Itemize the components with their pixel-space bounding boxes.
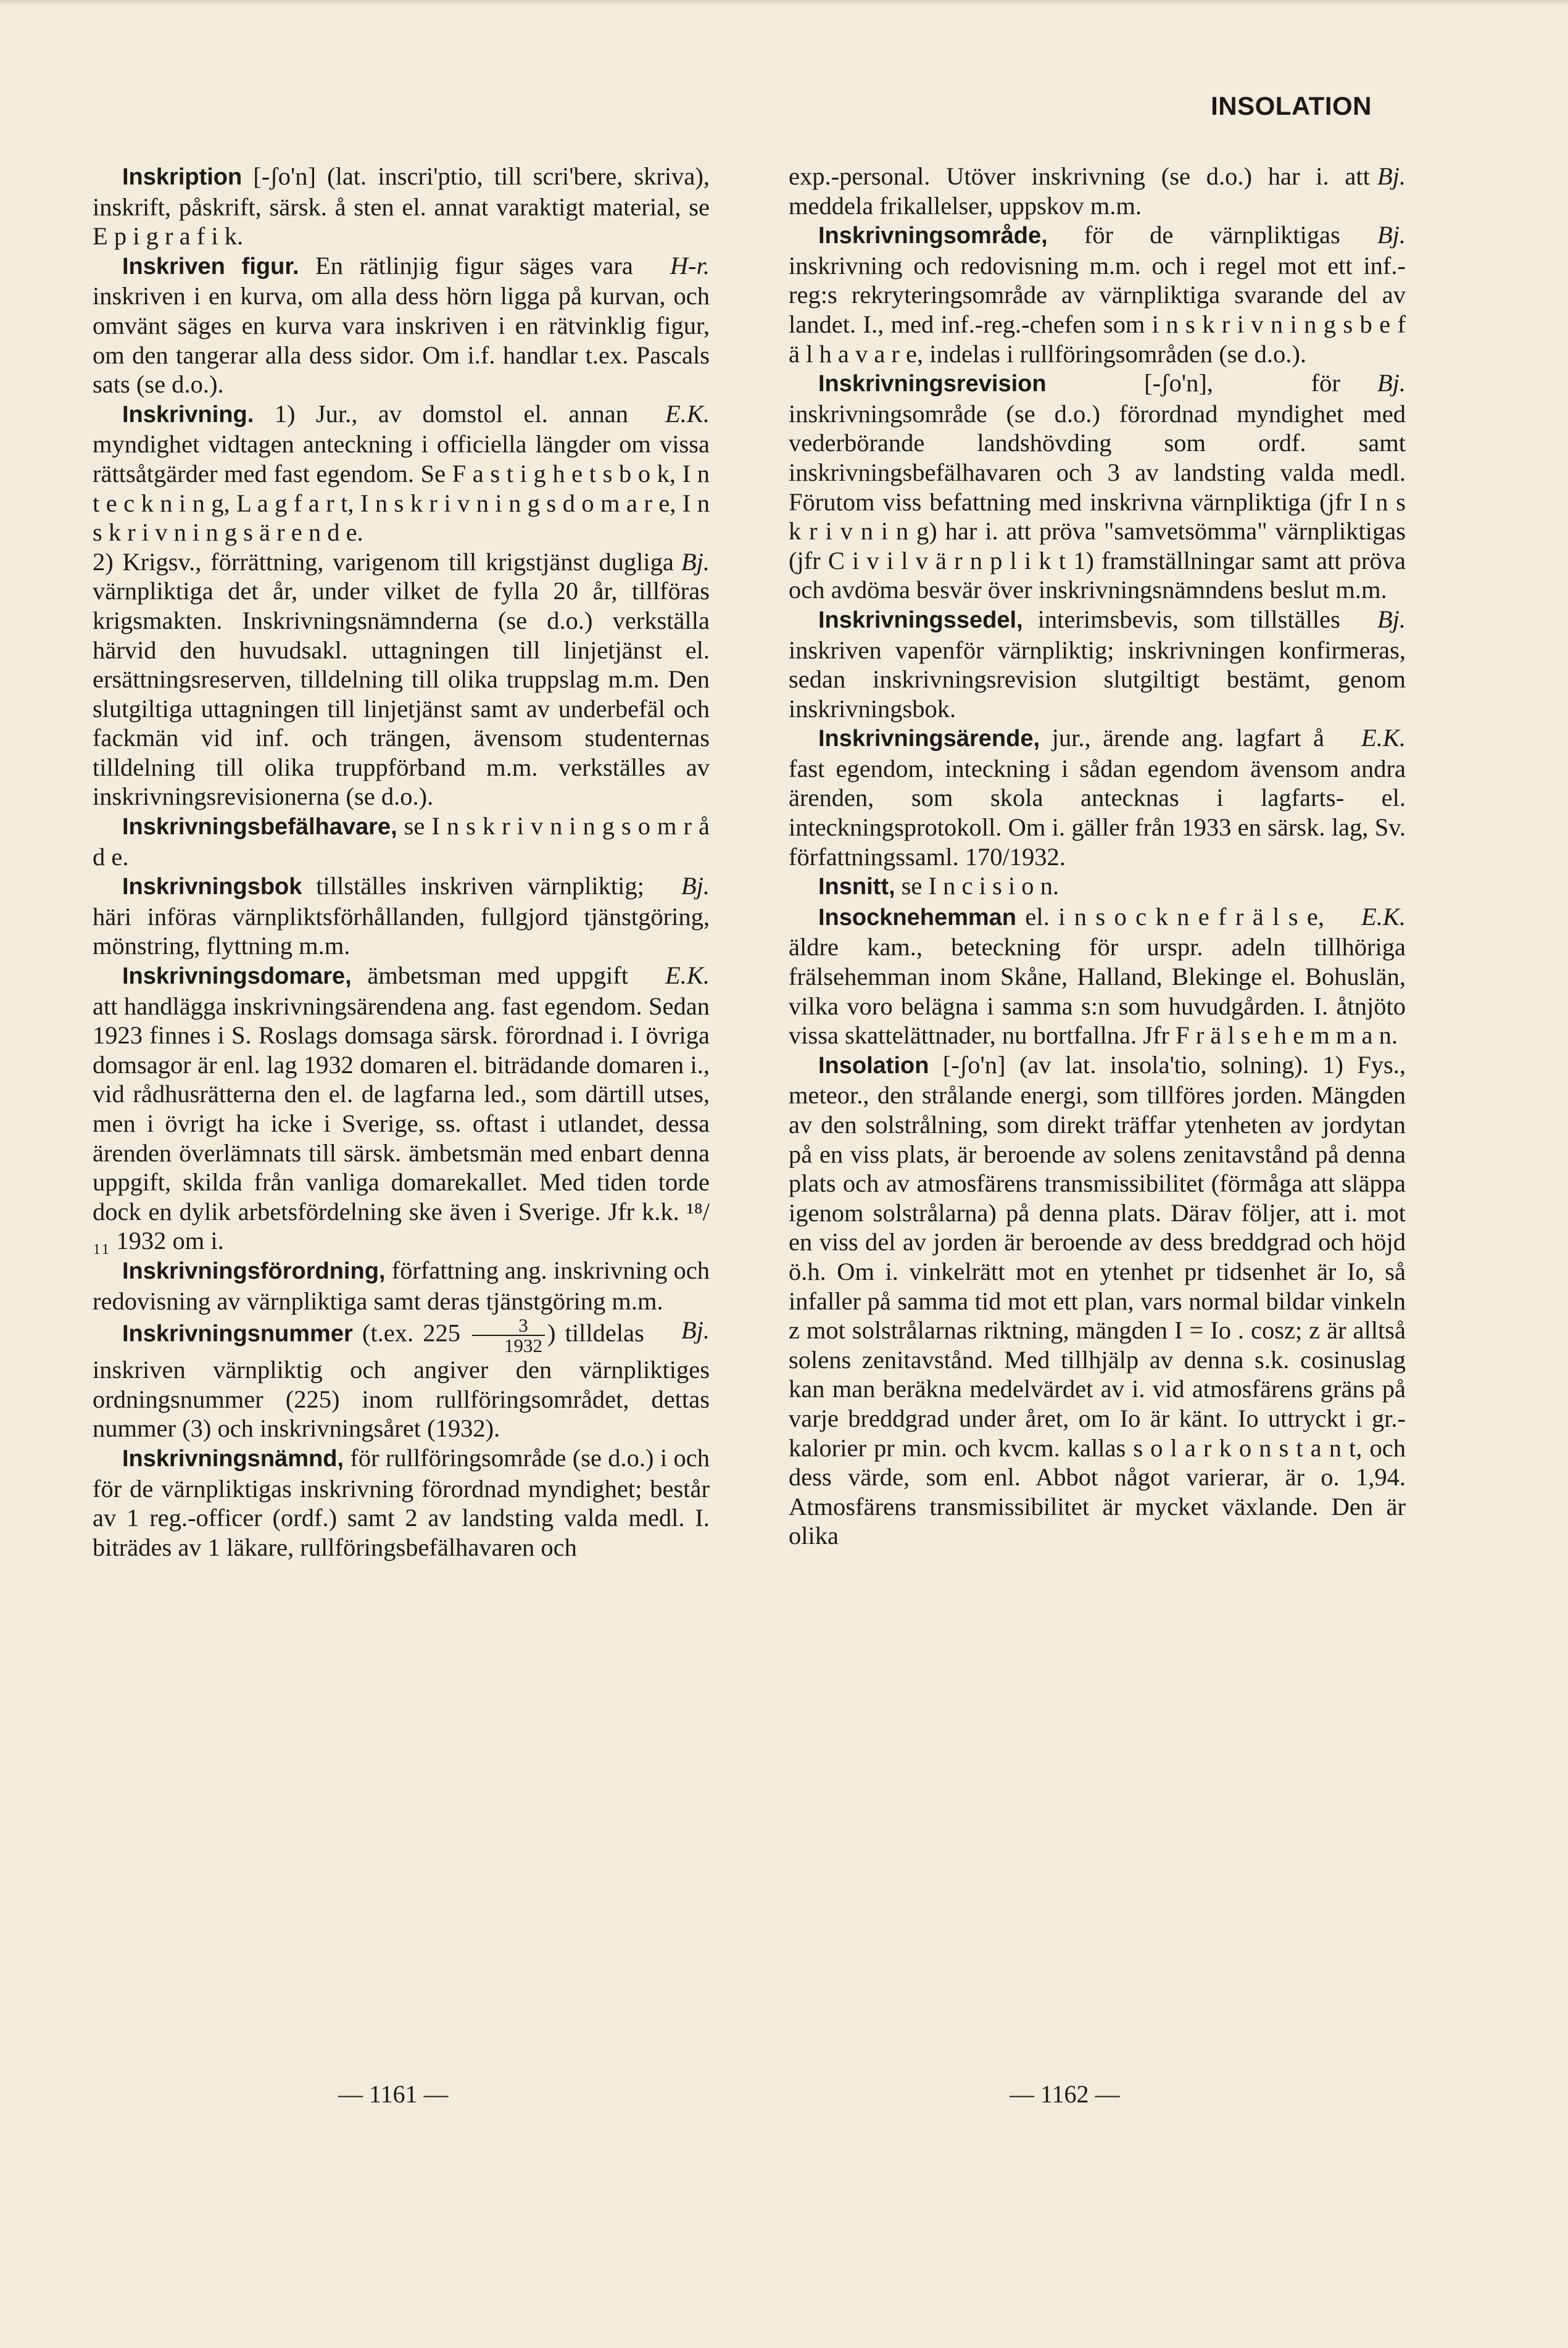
dictionary-entry [93, 399, 710, 547]
entry-text: tillställes inskriven värnpliktig; häri införas värnpliktsförhållanden, fullgjord tjänstgöring, mönstring, flyttning m.m. [93, 872, 710, 960]
author-signature: Bj. [1377, 221, 1406, 249]
entry-text: exp.-personal. Utöver inskrivning (se d.o.) har i. att meddela frikallelser, uppskov m.m. [789, 162, 1370, 220]
entry-headword: Insnitt, [818, 874, 895, 900]
author-signature: Bj. [1377, 369, 1406, 397]
entry-headword: Inskrivningsnummer [122, 1321, 353, 1347]
right-column [789, 162, 1406, 1551]
entry-headword: Insolation [818, 1052, 929, 1079]
entry-headword: Inskrivningsdomare, [122, 963, 352, 990]
entry-text: (t.ex. 225 [352, 1319, 470, 1347]
dictionary-entry [93, 251, 710, 399]
entry-text: se I n s k r i v n i n g s o m r å d e. [93, 812, 710, 871]
author-signature: E.K. [1361, 902, 1406, 931]
entry-headword: Inskrivning. [122, 401, 254, 428]
dictionary-entry [789, 902, 1406, 1050]
entry-headword: Inskrivningsbok [122, 874, 302, 900]
entry-text: se I n c i s i o n. [895, 872, 1060, 900]
author-signature: Bj. [681, 872, 710, 900]
entry-text: En rätlinjig figur säges vara inskriven i en kurva, om alla dess hörn ligga på kurvan, och omvänt säges en kurva vara inskriven i en rätvinklig figur, om den tangerar alla dess sidor. Om i.f. handlar t.ex. Pascals sats (se d.o.). [93, 251, 710, 399]
entry-headword: Insocknehemman [818, 904, 1016, 931]
dictionary-entry [93, 961, 710, 1256]
entry-headword: Inskrivningssedel, [818, 607, 1023, 633]
author-signature: E.K. [665, 961, 710, 990]
entry-headword: Inskription [122, 164, 243, 190]
page-edge-shadow [0, 0, 1568, 5]
entry-headword: Inskrivningsärende, [818, 726, 1040, 752]
entry-text: [-ʃo'n] (av lat. insola'tio, solning). 1) Fys., meteor., den strålande energi, som tillföres jorden. Mängden av den solstrålning, som direkt träffar ytenheten av jordytan på en viss plats, är beroende av solens zenitavstånd på denna plats och av atmosfärens transmissibilitet (förmåga att släppa igenom solstrålarna) på denna plats. Därav följer, att i. mot en viss del av jorden är beroende av dess breddgrad och höjd ö.h. Om i. vinkelrätt mot en ytenhet pr tidsenhet är Io, så infaller på samma tid mot ett plan, vars normal bildar vinkeln z mot solstrålarnas riktning, mängden I = Io . cosz; z är alltså solens zenitavstånd. Med tillhjälp av denna s.k. cosinuslag kan man beräkna medelvärdet av i. vid atmosfärens gräns på varje breddgrad under året, om Io är känt. Io uttryckt i gr.-kalorier pr min. och kvcm. kallas s o l a r k o n s t a n t, och dess värde, som enl. Abbot något varierar, är o. 1,94. Atmosfärens transmissibilitet är mycket växlande. Den är olika [789, 1050, 1406, 1550]
author-signature: Bj. [1377, 162, 1406, 190]
dictionary-entry [789, 220, 1406, 368]
dictionary-entry [93, 871, 710, 961]
page-number-left: — 1161 — [338, 2080, 449, 2108]
entry-text: författning ang. inskrivning och redovisning av värnpliktiga samt deras tjänstgöring m.m. [93, 1256, 710, 1315]
dictionary-entry [789, 605, 1406, 723]
entry-text: [-ʃo'n] (lat. inscri'ptio, till scri'bere, skriva), inskrift, påskrift, särsk. å sten el. annat varaktigt material, se E p i g r a f i k. [93, 162, 710, 251]
fraction-denominator: 1932 [472, 1335, 545, 1355]
entry-headword: Inskrivningsförordning, [122, 1258, 386, 1284]
fraction-numerator: 3 [518, 1314, 528, 1337]
entry-text: ämbetsman med uppgift att handlägga inskrivningsärendena ang. fast egendom. Sedan 1923 finnes i S. Roslags domsaga särsk. förordnad i. I övriga domsagor är enl. lag 1932 domaren el. biträdande domaren i., vid rådhusrätterna den el. de lagfarna led., som därtill utses, men i övrigt ha icke i Sverige, ss. oftast i utlandet, dessa ärenden överlämnats till särsk. ämbetsmän med enbart denna uppgift, skilda från vanliga domarekallet. Med tiden torde dock en dylik arbetsfördelning ske även i Sverige. Jfr k.k. ¹⁸/₁₁ 1932 om i. [93, 961, 710, 1255]
entry-headword: Inskrivningsbefälhavare, [122, 814, 397, 840]
entry-text: för rullföringsområde (se d.o.) i och för de värnpliktigas inskrivning förordnad myndighet; består av 1 reg.-officer (ordf.) samt 2 av landsting valda medl. I. biträdes av 1 läkare, rullföringsbefälhavaren och [93, 1443, 710, 1561]
author-signature: E.K. [1361, 724, 1406, 752]
entry-text: [-ʃo'n], för inskrivningsområde (se d.o.) förordnad myndighet med vederbörande landshövding som ordf. samt inskrivningsbefälhavaren och 3 av landsting valda medl. Förutom viss befattning med inskrivna värnpliktiga (jfr I n s k r i v n i n g) har i. att pröva "samvetsömma" värnpliktigas (jfr C i v i l v ä r n p l i k t 1) framställningar samt att pröva och avdöma besvär över inskrivningsnämndens beslut m.m. [789, 369, 1406, 604]
dictionary-entry [93, 1256, 710, 1316]
dictionary-entry [789, 162, 1406, 220]
entry-text: jur., ärende ang. lagfart å fast egendom, inteckning i sådan egendom ävensom andra ärenden, som skola antecknas i lagfarts- el. inteckningsprotokoll. Om i. gäller från 1933 en särsk. lag, Sv. författningssaml. 170/1932. [789, 724, 1406, 871]
dictionary-entry [789, 871, 1406, 902]
author-signature: E.K. [665, 399, 710, 428]
dictionary-entry [789, 368, 1406, 605]
author-signature: H-r. [670, 251, 710, 280]
entry-headword: Inskrivningsnämnd, [122, 1445, 344, 1472]
entry-text: 1) Jur., av domstol el. annan myndighet vidtagen anteckning i officiella längder om vissa rättsåtgärder med fast egendom. Se F a s t i g h e t s b o k, I n t e c k n i n g, L a g f a r t, I n s k r i v n i n g s d o m a r e, I n s k r i v n i n g s ä r e n d e. [93, 399, 710, 547]
author-signature: Bj. [1377, 605, 1406, 633]
entry-text: för de värnpliktigas inskrivning och redovisning m.m. och i regel mot ett inf.-reg:s rekryteringsområde av värnpliktiga svarande del av landet. I., med inf.-reg.-chefen som i n s k r i v n i n g s b e f ä l h a v a r e, indelas i rullföringsområden (se d.o.). [789, 221, 1406, 368]
dictionary-entry [789, 723, 1406, 871]
author-signature: Bj. [681, 547, 710, 576]
author-signature: Bj. [681, 1316, 710, 1345]
entry-text: interimsbevis, som tillställes inskriven vapenför värnpliktig; inskrivningen konfirmeras, sedan inskrivningsrevision slutgiltigt bestämt, genom inskrivningsbok. [789, 605, 1406, 723]
entry-text: 2) Krigsv., förrättning, varigenom till krigstjänst dugliga värnpliktiga det år, under vilket de fylla 20 år, tillföras krigsmakten. Inskrivningsnämnderna (se d.o.) verkställa härvid den huvudsakl. uttagningen till linjetjänst el. ersättningsreserven, tilldelning till olika truppslag m.m. Den slutgiltiga uttagningen till linjetjänst samt av underbefäl och fackmän vid inf. och trängen, ävensom studenternas tilldelning till olika truppförband m.m. verkställes av inskrivningsrevisionerna (se d.o.). [93, 547, 710, 811]
dictionary-entry [93, 811, 710, 871]
dictionary-entry [93, 1443, 710, 1562]
dictionary-entry [93, 162, 710, 251]
entry-text: el. i n s o c k n e f r ä l s e, äldre kam., beteckning för urspr. adeln tillhöriga frälsehemman inom Skåne, Halland, Blekinge el. Bohuslän, vilka voro belägna i samma s:n som huvudgården. I. åtnjöto vissa skattelättnader, nu bortfallna. Jfr F r ä l s e h e m m a n. [789, 902, 1406, 1050]
entry-headword: Inskriven figur. [122, 253, 299, 280]
entry-text: ) tilldelas inskriven värnpliktig och angiver den värnpliktiges ordningsnummer (225) inom rullföringsområdet, dettas nummer (3) och inskrivningsåret (1932). [93, 1319, 710, 1443]
left-column [93, 162, 710, 1562]
dictionary-entry [93, 547, 710, 811]
page-number-right: — 1162 — [1010, 2080, 1120, 2108]
dictionary-entry [789, 1050, 1406, 1551]
running-title: INSOLATION [1211, 91, 1372, 120]
fraction [472, 1316, 545, 1355]
entry-headword: Inskrivningsområde, [818, 223, 1048, 249]
entry-headword: Inskrivningsrevision [818, 371, 1047, 397]
dictionary-entry [93, 1316, 710, 1443]
